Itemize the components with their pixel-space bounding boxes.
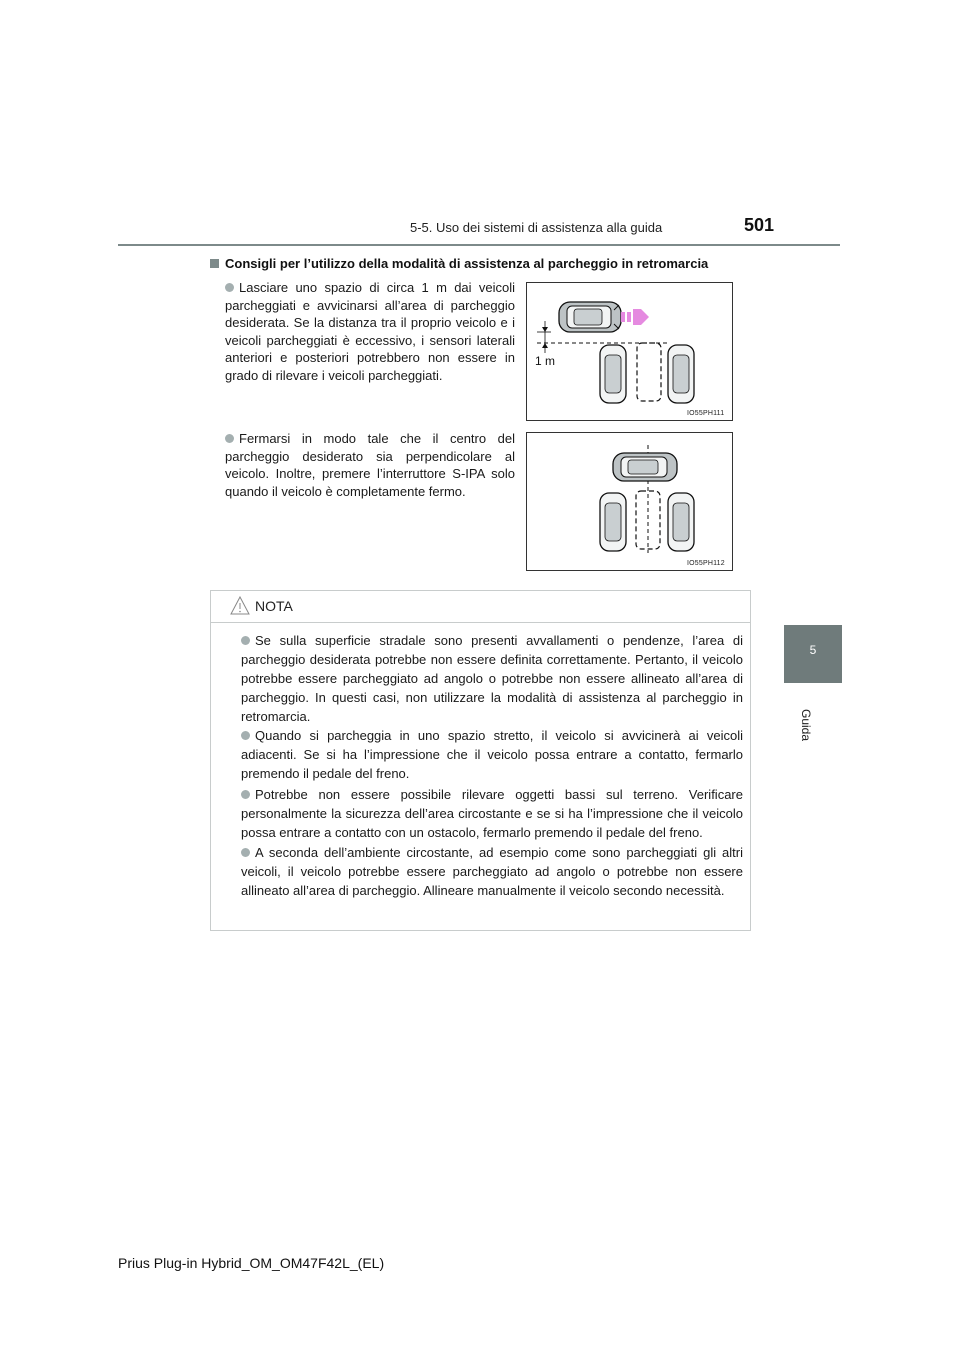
warning-triangle-icon <box>229 595 251 617</box>
bullet-text: Fermarsi in modo tale che il centro del parcheggio desiderato sia perpendicolare al veicolo. Inoltre, premere l’interruttore S-IPA solo quando il veicolo è completamente fermo. <box>225 431 515 499</box>
parked-car-icon <box>600 345 626 403</box>
figure-parking-approach <box>526 282 733 421</box>
direction-arrow-icon <box>621 309 649 325</box>
section-heading-text: Consigli per l’utilizzo della modalità di assistenza al parcheggio in retromarcia <box>225 256 709 271</box>
distance-label: 1 m <box>535 354 556 368</box>
stop-position-illustration <box>527 433 732 570</box>
bullet-dot-icon <box>241 848 250 857</box>
target-slot <box>637 343 661 401</box>
figure-code: IO55PH111 <box>687 410 725 417</box>
note-item <box>241 726 743 783</box>
note-text: Quando si parcheggia in uno spazio stretto, il veicolo si avvicinerà ai veicoli adiacenti. Se si ha l’impressione che il veicolo possa entrare a contatto, fermarlo premendo il pedale del freno. <box>241 728 743 781</box>
moving-car-icon <box>559 302 621 332</box>
bullet-dot-icon <box>241 790 250 799</box>
note-text: A seconda dell’ambiente circostante, ad esempio come sono parcheggiati gli altri veicoli, il veicolo potrebbe essere parcheggiato ad angolo o potrebbe non essere allineato all’area di parcheggio. Allineare manualmente il veicolo secondo necessità. <box>241 845 743 898</box>
stopped-car-icon <box>613 453 677 481</box>
chapter-label: Guida <box>799 709 813 742</box>
parked-car-icon <box>668 345 694 403</box>
parked-car-icon <box>600 493 626 551</box>
running-header-section: 5-5. Uso dei sistemi di assistenza alla guida <box>410 220 663 235</box>
bullet-dot-icon <box>225 283 234 292</box>
chapter-tab <box>784 625 842 683</box>
note-item <box>241 785 743 842</box>
bullet-dot-icon <box>241 731 250 740</box>
figure-code: IO55PH112 <box>687 560 725 567</box>
page-number: 501 <box>744 215 775 235</box>
note-text: Se sulla superficie stradale sono presenti avvallamenti o pendenze, l’area di parcheggio desiderata potrebbe non essere definita correttamente. Pertanto, il veicolo potrebbe essere parcheggiato ad angolo o potrebbe non essere allineato all’area di parcheggio. In questi casi, non utilizzare la modalità di assistenza al parcheggio in retromarcia. <box>241 633 743 724</box>
bullet-item <box>225 430 515 500</box>
target-slot <box>636 491 660 549</box>
section-heading <box>210 256 708 271</box>
note-item <box>241 631 743 726</box>
parked-car-icon <box>668 493 694 551</box>
bullet-item <box>225 279 515 384</box>
figure-stop-position <box>526 432 733 571</box>
note-item <box>241 843 743 900</box>
bullet-text: Lasciare uno spazio di circa 1 m dai veicoli parcheggiati e avvicinarsi all’area di parcheggio desiderata. Se la distanza tra il proprio veicolo e i veicoli parcheggiati è eccessivo, i sensori laterali anteriori e posteriori potrebbero non essere in grado di rilevare i veicoli parcheggiati. <box>225 280 515 383</box>
bullet-dot-icon <box>225 434 234 443</box>
note-text: Potrebbe non essere possibile rilevare oggetti bassi sul terreno. Verificare personalmente la sicurezza dell’area circostante e se si ha l’impressione che il veicolo possa entrare a contatto con un ostacolo, fermarlo premendo il pedale del freno. <box>241 787 743 840</box>
bullet-dot-icon <box>241 636 250 645</box>
note-header <box>211 591 750 623</box>
note-title: NOTA <box>255 598 293 614</box>
parking-approach-illustration <box>527 283 732 420</box>
chapter-number: 5 <box>809 643 817 657</box>
note-box <box>210 590 751 931</box>
footer-document-id: Prius Plug-in Hybrid_OM_OM47F42L_(EL) <box>118 1255 385 1271</box>
square-bullet-icon <box>210 259 219 268</box>
header-divider <box>118 244 840 246</box>
